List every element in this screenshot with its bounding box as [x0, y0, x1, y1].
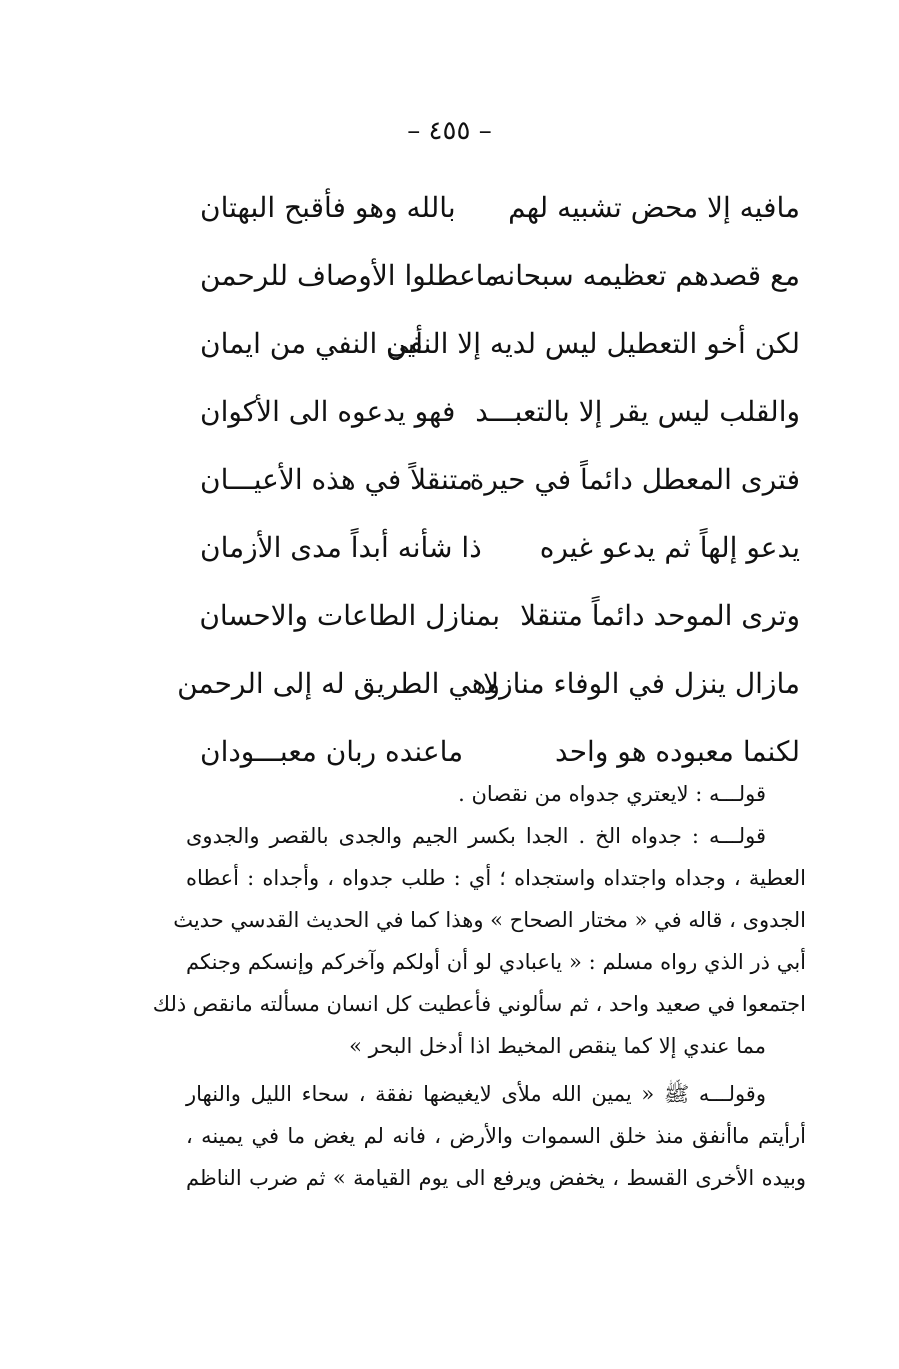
- verse-second-hemistich: ذا شأنه أبداً مدى الأزمان: [200, 531, 482, 564]
- commentary-line: أرأيتم ماأنفق منذ خلق السموات والأرض ، فانه لم يغض ما في يمينه ،: [186, 1124, 806, 1148]
- verse-line: [200, 382, 800, 450]
- verse-line: [200, 178, 800, 246]
- verse-line: [200, 586, 800, 654]
- commentary-line: وقولـــه ﷺ « يمين الله ملأى لايغيضها نفقة ، سحاء الليل والنهار: [186, 1082, 766, 1106]
- commentary-line: مما عندي إلا كما ينقص المخيط اذا أدخل البحر »: [349, 1034, 766, 1058]
- commentary-line: وبيده الأخرى القسط ، يخفض ويرفع الى يوم القيامة » ثم ضرب الناظم: [186, 1166, 806, 1190]
- commentary-line: الجدوى ، قاله في « مختار الصحاح » وهذا كما في الحديث القدسي حديث: [173, 908, 806, 932]
- verse-first-hemistich: لكنما معبوده هو واحد: [555, 735, 800, 768]
- verse-first-hemistich: فترى المعطل دائماً في حيرة: [469, 463, 800, 496]
- verse-first-hemistich: مازال ينزل في الوفاء منازلا: [483, 667, 800, 700]
- verse-first-hemistich: وترى الموحد دائماً متنقلا: [520, 599, 800, 632]
- commentary-text: [152, 773, 806, 1199]
- verse-line: [200, 246, 800, 314]
- page-number: – ٤٥٥ –: [407, 116, 492, 146]
- verse-line: [200, 450, 800, 518]
- commentary-line: العطية ، وجداه واجتداه واستجداه ؛ أي : طلب جدواه ، وأجداه : أعطاه: [186, 866, 806, 890]
- poem-verses: [177, 178, 800, 790]
- verse-second-hemistich: ماعطلوا الأوصاف للرحمن: [200, 259, 500, 292]
- verse-line: [200, 314, 800, 382]
- verse-first-hemistich: والقلب ليس يقر إلا بالتعبـــد: [475, 395, 800, 428]
- commentary-line: أبي ذر الذي رواه مسلم : « ياعبادي لو أن أولكم وآخركم وإنسكم وجنكم: [186, 950, 806, 974]
- verse-first-hemistich: لكن أخو التعطيل ليس لديه إلا النفي: [386, 327, 800, 360]
- commentary-line: اجتمعوا في صعيد واحد ، ثم سألوني فأعطيت كل انسان مسألته مانقص ذلك: [152, 992, 806, 1016]
- verse-first-hemistich: يدعو إلهاً ثم يدعو غيره: [539, 531, 800, 564]
- verse-first-hemistich: مافيه إلا محض تشبيه لهم: [508, 191, 800, 224]
- verse-second-hemistich: فهو يدعوه الى الأكوان: [200, 395, 456, 428]
- verse-first-hemistich: مع قصدهم تعظيمه سبحانه: [492, 259, 800, 292]
- verse-line: [200, 518, 800, 586]
- commentary-line: قولـــه : جدواه الخ . الجدا بكسر الجيم والجدى بالقصر والجدوى: [186, 824, 766, 848]
- verse-second-hemistich: متنقلاً في هذه الأعيـــان: [200, 463, 473, 496]
- verse-second-hemistich: ماعنده ربان معبـــودان: [200, 735, 464, 768]
- verse-second-hemistich: وهي الطريق له إلى الرحمن: [177, 667, 500, 700]
- verse-second-hemistich: بالله وهو فأقبح البهتان: [200, 191, 456, 224]
- verse-second-hemistich: بمنازل الطاعات والاحسان: [199, 599, 500, 632]
- commentary-heading-line: قولـــه : لايعتري جدواه من نقصان .: [458, 782, 766, 806]
- verse-second-hemistich: أين النفي من ايمان: [200, 327, 424, 360]
- verse-line: [177, 654, 800, 722]
